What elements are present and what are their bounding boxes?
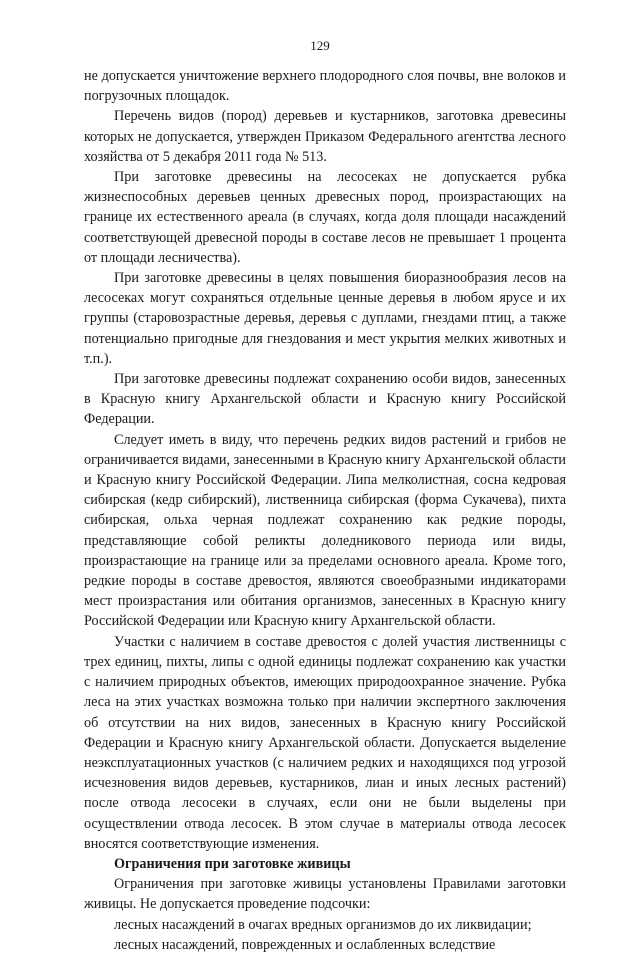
list-item: лесных насаждений в очагах вредных организмов до их ликвидации; (114, 916, 532, 933)
section-intro: Ограничения при заготовке живицы установлены Правилами заготовки живицы. Не допускается проведение подсочки: (84, 876, 566, 913)
paragraph: Перечень видов (пород) деревьев и кустарников, заготовка древесины которых не допускается, утвержден Приказом Федерального агентства лесного хозяйства от 5 декабря 2011 года № 513. (84, 108, 566, 165)
paragraph: Участки с наличием в составе древостоя с долей участия лиственницы с трех единиц, пихты, липы с одной единицы подлежат сохранению как участки с наличием природных объектов, имеющих природоохранное значение. Рубка леса на этих участках возможна только при наличии экспертного заключения об отсутствии на них видов, занесенных в Красную книгу Российской Федерации и Красную книгу Архангельской области. Допускается выделение неэксплуатационных участков (с наличием редких и находящихся под угрозой исчезновения видов деревьев, кустарников, лиан и иных лесных растений) после отвода лесосеки в случаях, если они не были выделены при осуществлении отвода лесосек. В этом случае в материалы отвода лесосек вносятся соответствующие изменения. (84, 633, 566, 852)
paragraph: При заготовке древесины на лесосеках не допускается рубка жизнеспособных деревьев ценных древесных пород, произрастающих на границе их естественного ареала (в случаях, когда доля площади насаждений соответствующей древесной породы в составе лесов не превышает 1 процента от площади лесничества). (84, 169, 566, 266)
list-item: лесных насаждений, поврежденных и ослабленных вследствие (114, 936, 496, 953)
paragraph: Следует иметь в виду, что перечень редких видов растений и грибов не ограничивается видами, занесенными в Красную книгу Архангельской области и Красную книгу Российской Федерации. Липа мелколистная, сосна кедровая сибирская (кедр сибирский), лиственница сибирская (форма Сукачева), пихта сибирская, ольха черная подлежат сохранению как редкие породы, представляющие собой реликты доледникового периода или виды, произрастающие на границе или за пределами основного ареала. Кроме того, редкие породы в составе древостоя, являются своеобразными индикаторами мест произрастания или обитания организмов, занесенных в Красную книгу Российской Федерации или Красную книгу Архангельской области. (84, 431, 566, 630)
page-body (84, 66, 566, 955)
paragraph: При заготовке древесины в целях повышения биоразнообразия лесов на лесосеках могут сохраняться отдельные ценные деревья в любом ярусе и их группы (старовозрастные деревья, деревья с дуплами, гнездами птиц, а также потенциально пригодные для гнездования и мест укрытия мелких животных и т.п.). (84, 270, 566, 367)
paragraph: При заготовке древесины подлежат сохранению особи видов, занесенных в Красную книгу Архангельской области и Красную книгу Российской Федерации. (84, 371, 566, 428)
section-heading: Ограничения при заготовке живицы (114, 855, 351, 872)
paragraph: не допускается уничтожение верхнего плодородного слоя почвы, вне волоков и погрузочных площадок. (84, 68, 566, 105)
page-number: 129 (310, 38, 330, 53)
